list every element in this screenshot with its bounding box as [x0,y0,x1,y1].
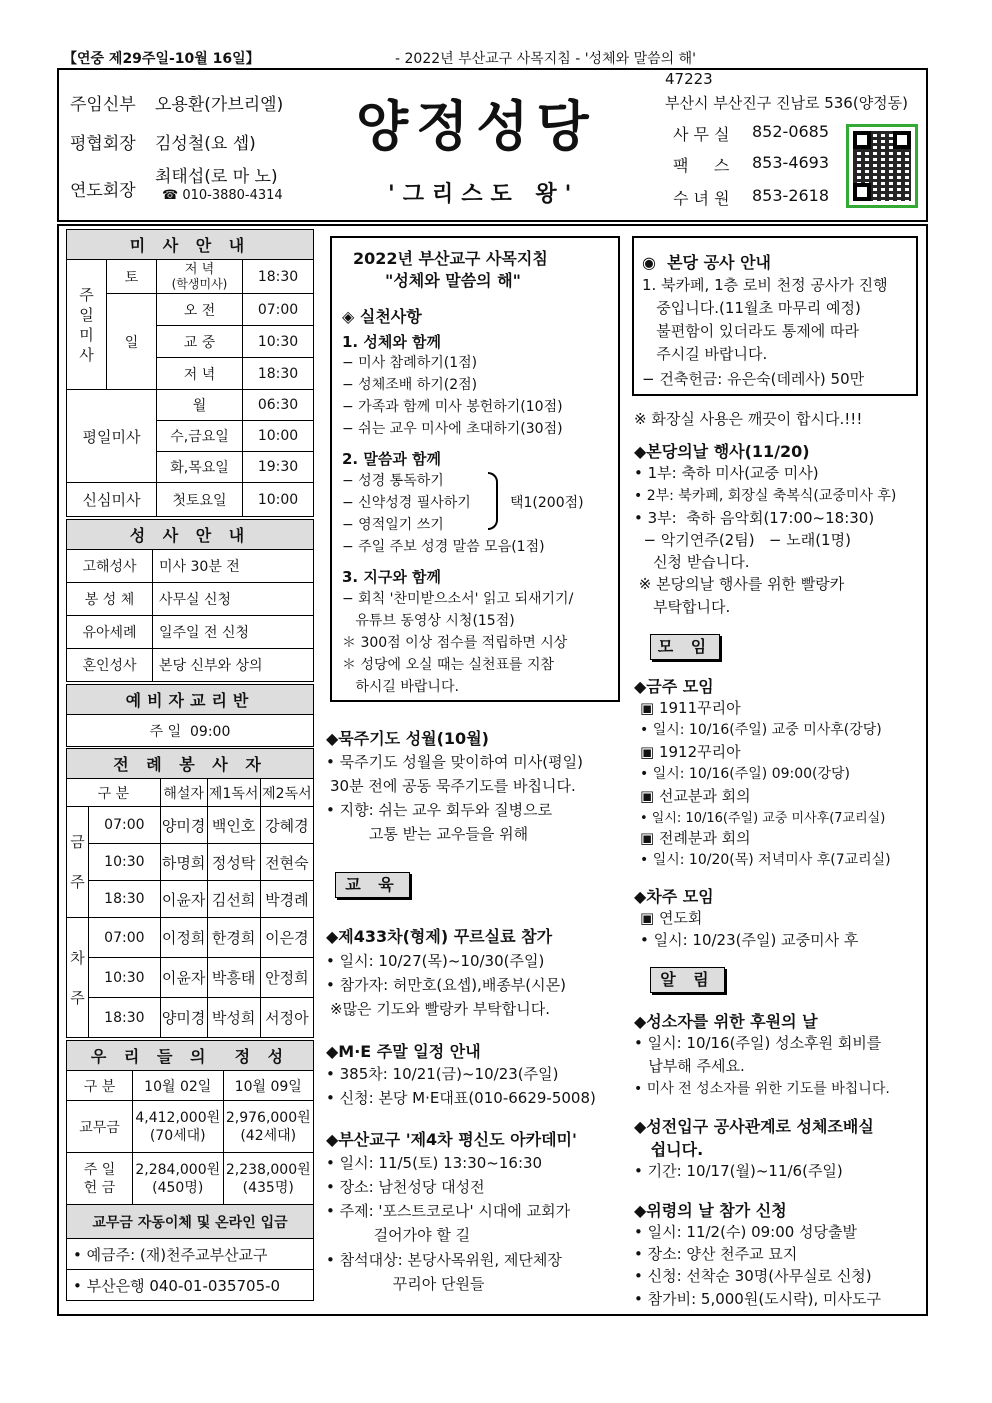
choice-label: 택1(200점) [510,495,584,511]
liturgy-reader2: 이은경 [260,918,313,958]
liturgy-reader1: 한경희 [207,918,260,958]
council-name: 김성철(요 셉) [155,134,256,154]
liturgy-title: 전 례 봉 사 자 [67,749,314,779]
sun-row-time: 07:00 [243,294,314,326]
cursillo-line: • 참가자: 허만호(요셉),배종부(시몬) [326,976,566,994]
rosary-line: 고통 받는 교우들을 위해 [326,825,529,843]
construction-title: ◉ 본당 공사 안내 [642,253,771,272]
section-word: 2. 말씀과 함께 [342,450,442,468]
feast-day-line: 신청 받습니다. [634,553,750,571]
sun-row-name: 저 녁 [157,358,243,390]
senior-label: 연도회장 [70,181,136,201]
zip-code: 47223 [665,70,713,88]
liturgy-col-head: 구 분 [67,779,161,807]
academy-line: • 일시: 11/5(토) 13:30~16:30 [326,1154,543,1172]
collection-count-1: (450명) [152,1179,204,1196]
liturgy-col-head: 제1독서 [207,779,260,807]
weekday-row-name: 수,금요일 [157,421,243,452]
liturgy-table [66,748,314,1038]
guideline-item: − 회칙 '찬미받으소서' 읽고 되새기기/ [342,591,574,607]
meeting-line [640,741,741,762]
feast-day-line: ※ 본당의날 행사를 위한 빨랑카 [634,575,845,593]
gyomu-amount-2: 2,976,000원 [225,1109,311,1126]
catechumen-time: 주 일 09:00 [67,715,314,747]
meeting-name: 선교분과 회의 [658,787,751,805]
liturgy-reader2: 서정아 [260,998,313,1038]
meeting-name: 1911꾸리아 [658,699,741,717]
liturgy-col-head: 제2독서 [260,779,313,807]
sacrament-info: 미사 30분 전 [153,550,314,583]
sacrament-name: 고해성사 [67,550,153,583]
notice-tag: 알 림 [650,967,725,993]
vocation-line: 납부해 주세요. [634,1057,745,1075]
sun-row-name: 교 중 [157,326,243,358]
liturgy-reader1: 박성희 [207,998,260,1038]
construction-line: 1. 북카페, 1층 로비 천정 공사가 진행 [642,276,888,294]
feast-day-title: ◆본당의날 행사(11/20) [634,442,810,461]
liturgy-commentator: 이윤자 [160,958,207,998]
entrance-title-2: 쉽니다. [634,1140,704,1159]
feast-day-line: − 악기연주(2팀) − 노래(1명) [634,531,851,549]
liturgy-reader2: 강혜경 [260,807,313,844]
convent-phone: 853-2618 [752,186,830,205]
sinsim-time: 10:00 [243,483,314,517]
sacrament-name: 봉 성 체 [67,583,153,616]
offering-col-head: 구 분 [67,1071,133,1101]
next-week-meeting-title: ◆차주 모임 [634,887,714,906]
liturgy-time: 18:30 [89,998,161,1038]
rosary-title: ◆묵주기도 성월(10월) [326,729,489,748]
weekday-mass-label: 평일미사 [67,390,157,483]
restroom-notice: ※ 화장실 사용은 깨끗이 합시다.!!! [634,410,863,428]
liturgy-reader1: 박흥태 [207,958,260,998]
sunday-mass-label: 주일미사 [67,260,107,390]
meeting-line: • 일시: 10/23(주일) 교중미사 후 [640,931,859,949]
education-tag: 교 육 [335,872,410,898]
liturgy-commentator: 양미경 [160,998,207,1038]
section-eucharist: 1. 성체와 함께 [342,333,442,351]
weekday-row-time: 06:30 [243,390,314,421]
liturgy-reader2: 박경례 [260,881,313,918]
vocation-line: • 일시: 10/16(주일) 성소후원 회비를 [634,1034,882,1052]
fax-label: 팩 스 [673,156,730,175]
guideline-item: − 신약성경 필사하기 [342,495,471,511]
offering-col-head: 10월 09일 [223,1071,314,1101]
construction-line: 불편함이 있더라도 통제에 따라 [642,322,859,340]
this-week-meeting-title: ◆금주 모임 [634,677,714,696]
offering-col-head: 10월 02일 [133,1071,224,1101]
mass-title: 미 사 안 내 [67,230,314,260]
liturgy-commentator: 이윤자 [160,881,207,918]
feast-day-line: 부탁합니다. [634,598,731,616]
meeting-line: • 일시: 10/16(주일) 교중 미사후(강당) [640,722,882,738]
rosary-line: • 묵주기도 성월을 맞이하여 미사(평일) [326,753,583,771]
academy-line: • 장소: 남천성당 대성전 [326,1178,485,1196]
mass-table [66,229,314,517]
meeting-line: • 일시: 10/20(목) 저녁미사 후(7교리실) [640,852,891,868]
cursillo-title: ◆제433차(형제) 꾸르실료 참가 [326,927,553,946]
liturgy-reader1: 김선희 [207,881,260,918]
catechumen-title: 예비자교리반 [67,685,314,715]
meeting-name: 연도회 [658,909,703,927]
meeting-line [640,697,741,718]
sat-label: 토 [107,260,157,294]
me-title: ◆M·E 주말 일정 안내 [326,1042,481,1061]
feast-day-line: • 2부: 북카페, 회장실 축복식(교중미사 후) [634,488,897,504]
liturgy-commentator: 하명희 [160,844,207,881]
guideline-item: − 가족과 함께 미사 봉헌하기(10점) [342,399,563,415]
next-week-label: 차주 [67,918,89,1038]
senior-name: 최태섭(로 마 노) [155,167,278,187]
practice-heading: ◈ 실천사항 [342,307,422,326]
liturgy-time: 07:00 [89,807,161,844]
feast-day-line: • 3부: 축하 음악회(17:00~18:30) [634,509,875,527]
weekday-row-name: 월 [157,390,243,421]
sunday-collection-label: 주 일 헌 금 [67,1153,133,1205]
entrance-line: • 기간: 10/17(월)~11/6(주일) [634,1162,843,1180]
fax-number: 853-4693 [752,153,830,172]
memorial-line: • 장소: 양산 천주교 묘지 [634,1245,798,1263]
collection-amount-1: 2,284,000원 [135,1161,221,1178]
guideline-item: 하시길 바랍니다. [342,679,459,695]
academy-line: • 주제: '포스트코로나' 시대에 교회가 [326,1202,571,1220]
collection-amount-2: 2,238,000원 [225,1161,311,1178]
liturgy-time: 10:30 [89,958,161,998]
rosary-line: 30분 전에 공동 묵주기도를 바칩니다. [330,777,576,795]
meeting-tag: 모 임 [650,634,720,660]
sacraments-title: 성 사 안 내 [67,520,314,550]
senior-phone: ☎ 010-3880-4314 [162,188,283,203]
office-label: 사 무 실 [673,125,730,144]
sun-row-time: 10:30 [243,326,314,358]
liturgy-reader2: 전현숙 [260,844,313,881]
guideline-item: − 미사 참례하기(1점) [342,355,478,371]
meeting-line: • 일시: 10/16(주일) 교중 미사후(7교리실) [640,811,886,826]
academy-line: 걸어가야 할 길 [326,1226,471,1244]
meeting-line [640,907,702,928]
guideline-item: − 성경 통독하기 [342,473,444,489]
memorial-title: ◆위령의 날 참가 신청 [634,1201,787,1220]
liturgy-time: 10:30 [89,844,161,881]
bullet-icon: ▣ [640,743,659,761]
sacrament-name: 혼인성사 [67,649,153,682]
sacrament-info: 사무실 신청 [153,583,314,616]
vocation-title: ◆성소자를 위한 후원의 날 [634,1012,818,1031]
guideline-item: − 성체조배 하기(2점) [342,377,478,393]
liturgy-reader2: 안정희 [260,958,313,998]
construction-line: 중입니다.(11월초 마무리 예정) [642,299,861,317]
brace-icon [488,472,498,530]
guideline-subtitle: "성체와 말씀의 해" [385,271,522,290]
qr-code[interactable] [846,124,918,208]
meeting-name: 1912꾸리아 [658,743,741,761]
sun-row-time: 18:30 [243,358,314,390]
bank-account: • 부산은행 040-01-035705-0 [67,1270,314,1301]
bullet-icon: ▣ [640,829,659,847]
address: 부산시 부산진구 진남로 536(양정동) [665,94,909,112]
council-label: 평협회장 [70,134,136,154]
guideline-item: − 영적일기 쓰기 [342,517,444,533]
liturgy-time: 07:00 [89,918,161,958]
sun-row-name: 오 전 [157,294,243,326]
bullet-icon: ▣ [640,909,659,927]
construction-line: 주시길 바랍니다. [642,345,768,363]
pastor-name: 오용환(가브리엘) [155,95,284,115]
sacrament-info: 일주일 전 신청 [153,616,314,649]
academy-line: 꾸리아 단원들 [326,1275,485,1293]
vocation-line: • 미사 전 성소자를 위한 기도를 바칩니다. [634,1081,890,1097]
me-line: • 신청: 본당 M·E대표(010-6629-5008) [326,1089,596,1107]
bullet-icon: ▣ [640,787,659,805]
academy-line: • 참석대상: 본당사목위원, 제단체장 [326,1251,562,1269]
gyomu-count-1: (70세대) [149,1127,206,1144]
guideline-item: − 주일 주보 성경 말씀 모음(1점) [342,539,545,555]
gyomu-amount-1: 4,412,000원 [135,1109,221,1126]
liturgy-reader1: 정성탁 [207,844,260,881]
sat-eve-sub: (학생미사) [171,277,228,291]
week-label: 【연중 제29주일-10월 16일】 [63,51,260,67]
sacrament-name: 유아세례 [67,616,153,649]
memorial-line: • 일시: 11/2(수) 09:00 성당출발 [634,1223,858,1241]
feast-title: '그리스도 왕' [388,181,580,207]
auto-transfer-title: 교무금 자동이체 및 온라인 입금 [67,1205,314,1239]
pastor-label: 주임신부 [70,95,136,115]
office-phone: 852-0685 [752,122,830,141]
weekday-row-time: 10:00 [243,421,314,452]
guideline-item: ＊ 300점 이상 점수를 적립하면 시상 [342,635,568,651]
rosary-line: • 지향: 쉬는 교우 회두와 질병으로 [326,801,553,819]
meeting-name: 전례분과 회의 [658,829,751,847]
cursillo-line: • 일시: 10/27(목)~10/30(주일) [326,952,545,970]
guideline-item: − 쉬는 교우 미사에 초대하기(30점) [342,421,563,437]
bullet-icon: ▣ [640,699,659,717]
offering-title: 우 리 들 의 정 성 [67,1041,314,1071]
feast-day-line: • 1부: 축하 미사(교중 미사) [634,464,819,482]
academy-title: ◆부산교구 '제4차 평신도 아카데미' [326,1130,577,1149]
meeting-line: • 일시: 10/16(주일) 09:00(강당) [640,766,851,782]
liturgy-col-head: 해설자 [160,779,207,807]
sinsim-mass-label: 신심미사 [67,483,157,517]
sacrament-info: 본당 신부와 상의 [153,649,314,682]
liturgy-reader1: 백인호 [207,807,260,844]
sacraments-table [66,519,314,682]
sinsim-day: 첫토요일 [157,483,243,517]
this-week-label: 금주 [67,807,89,918]
meeting-line [640,785,751,806]
guideline-title: 2022년 부산교구 사목지침 [353,249,548,268]
theme-line: - 2022년 부산교구 사목지침 - '성체와 말씀의 해' [395,51,696,67]
weekday-row-name: 화,목요일 [157,452,243,483]
collection-count-2: (435명) [242,1179,294,1196]
cursillo-line: ※많은 기도와 빨랑카 부탁합니다. [330,1000,551,1018]
liturgy-commentator: 이정희 [160,918,207,958]
section-earth: 3. 지구와 함께 [342,568,442,586]
entrance-title: ◆성전입구 공사관계로 성체조배실 [634,1117,874,1136]
guideline-item: ＊ 성당에 오실 때는 실천표를 지참 [342,657,555,673]
gyomu-count-2: (42세대) [240,1127,297,1144]
liturgy-time: 18:30 [89,881,161,918]
guideline-item: 유튜브 동영상 시청(15점) [342,613,515,629]
meeting-line [640,827,751,848]
account-holder: • 예금주: (재)천주교부산교구 [67,1239,314,1270]
sat-eve-label: 저 녁 [184,262,215,277]
weekday-row-time: 19:30 [243,452,314,483]
catechumen-table [66,684,314,747]
sat-eve-time: 18:30 [243,260,314,294]
parish-name: 양정성당 [356,94,597,158]
gyomu-label: 교무금 [67,1101,133,1153]
offering-table [66,1040,314,1301]
memorial-line: • 참가비: 5,000원(도시락), 미사도구 [634,1290,882,1308]
me-line: • 385차: 10/21(금)~10/23(주일) [326,1065,559,1083]
sun-label: 일 [107,294,157,390]
construction-line: − 건축헌금: 유은숙(데레사) 50만 [642,370,865,388]
liturgy-commentator: 양미경 [160,807,207,844]
memorial-line: • 신청: 선착순 30명(사무실로 신청) [634,1267,872,1285]
convent-label: 수 녀 원 [673,189,730,208]
